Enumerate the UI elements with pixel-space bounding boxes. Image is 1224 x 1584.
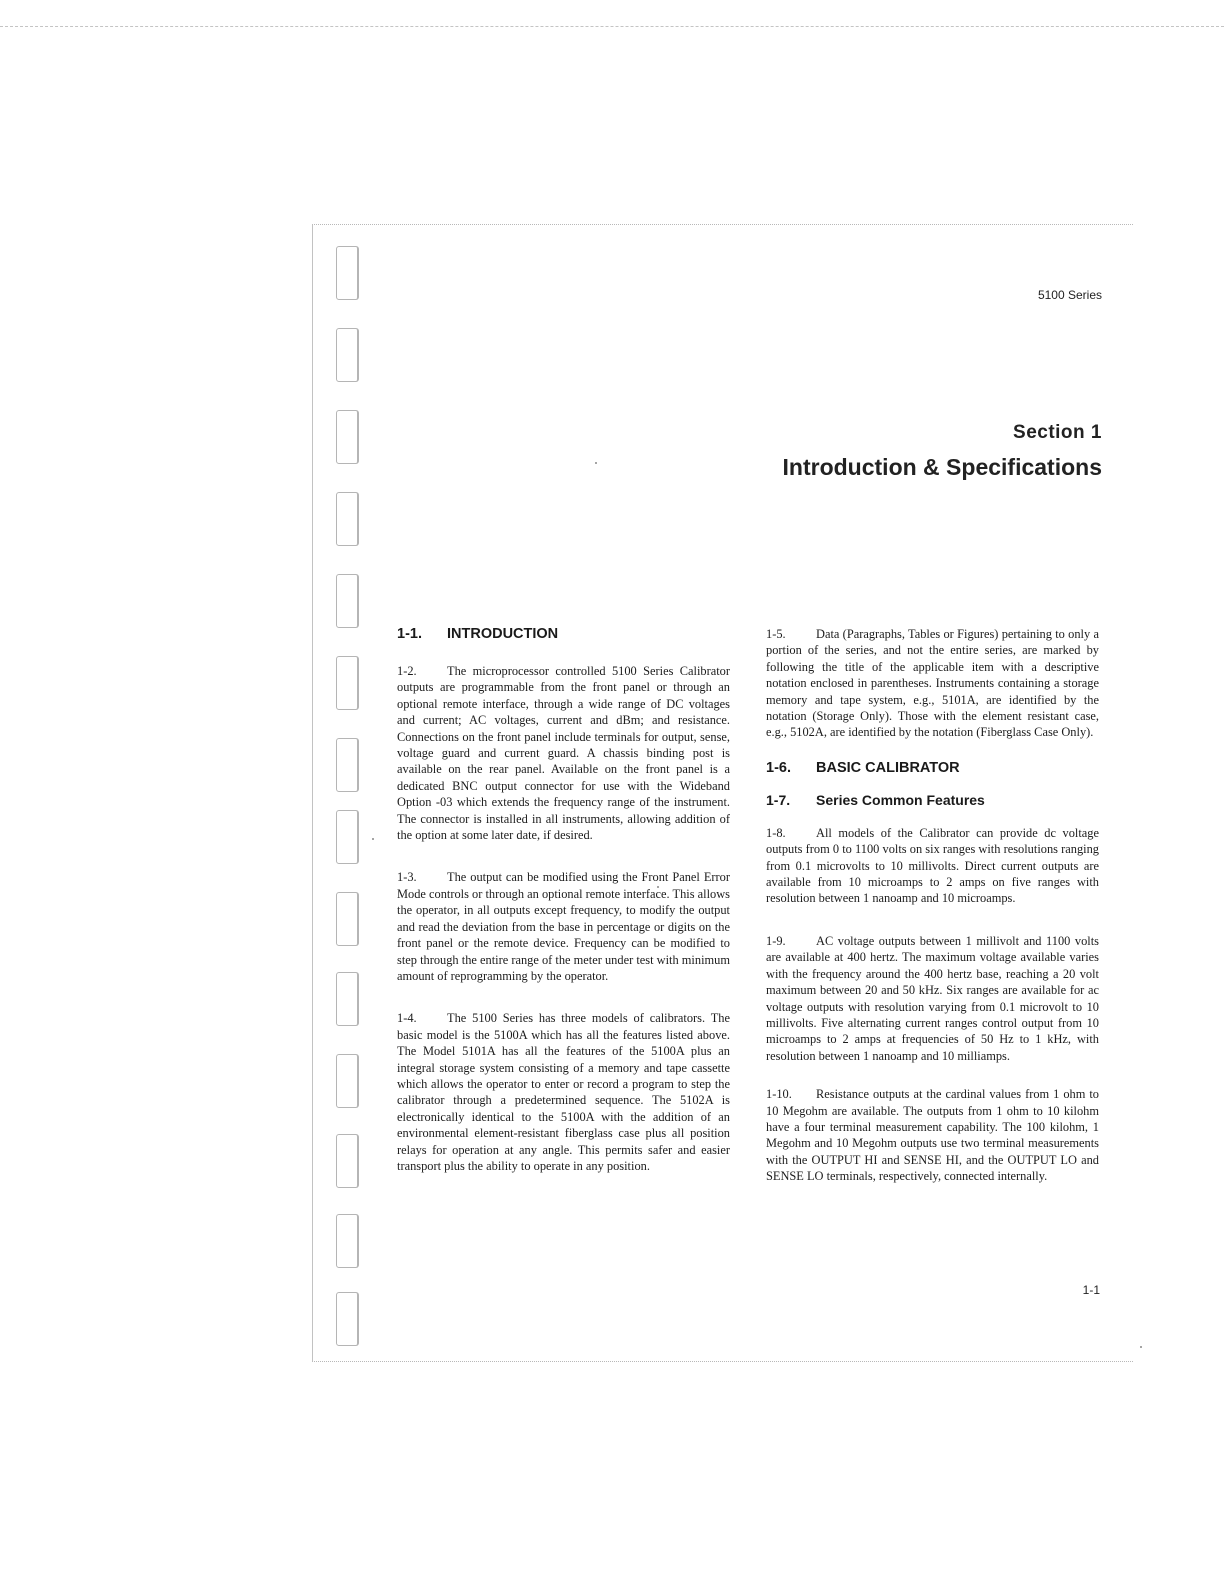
running-header: 5100 Series: [1037, 288, 1102, 302]
paragraph-text: All models of the Calibrator can provide dc voltage outputs from 0 to 1100 volts on six ranges with resolutions ranging from 0.1 microvolts to 10 millivolts. Direct current outputs are available from 10 microamps to 2 amps on five ranges with resolution between 1 nanoamp and 10 microamps.: [766, 825, 1099, 906]
binder-hole: [336, 1054, 359, 1108]
paragraph-text: The output can be modified using the Front Panel Error Mode controls or through an optional remote interface. This allows the operator, in all outputs except frequency, to modify the output and read the deviation from the base in percentage or digits on the front panel or the remote device. Frequency can be modified to step through the entire range of the meter under test with minimum amount of reprogramming by the operator.: [397, 870, 730, 983]
binder-hole: [336, 492, 359, 546]
binder-hole: [336, 328, 359, 382]
paragraph-number: 1-9.: [766, 933, 786, 948]
paragraph-1-8: [766, 825, 1099, 907]
right-column: [766, 626, 1099, 1185]
binder-hole: [336, 410, 359, 464]
section-number: Section 1: [1013, 422, 1102, 443]
binder-hole: [336, 656, 359, 710]
page-number: 1-1: [1082, 1283, 1100, 1297]
binder-holes: [336, 246, 362, 1346]
scan-top-edge: [0, 26, 1224, 27]
binder-hole: [336, 738, 359, 792]
binder-hole: [336, 246, 359, 300]
heading-number: 1-1.: [397, 626, 422, 642]
heading-introduction: [397, 626, 730, 642]
paragraph-1-2: [397, 663, 730, 843]
binder-hole: [336, 1134, 359, 1188]
paragraph-text: Data (Paragraphs, Tables or Figures) pertaining to only a portion of the series, and not the entire series, are marked by following the title of the applicable item with a descriptive notation enclosed in parentheses. Instruments containing a storage memory and tape system, e.g., 5101A, are identified by the notation (Storage Only). Those with the element resistant case, e.g., 5102A, are identified by the notation (Fiberglass Case Only).: [766, 627, 1099, 740]
heading-text: INTRODUCTION: [447, 626, 559, 642]
binder-hole: [336, 972, 359, 1026]
heading-series-common-features: [766, 792, 1099, 808]
paragraph-text: AC voltage outputs between 1 millivolt and 1100 volts are available at 400 hertz. The maximum voltage available varies with the frequency around the 400 hertz base, reaching a 20 volt maximum between 20 and 50 kHz. Six ranges are available for ac voltage outputs with resolution varying from 0.1 microvolt to 10 millivolts. Five alternating current ranges control output from 10 microamps to 2 amps at frequencies of 50 Hz to 1 kHz, with resolution between 1 nanoamp and 10 milliamps.: [766, 933, 1099, 1063]
binder-hole: [336, 810, 359, 864]
scan-speck: [595, 462, 597, 464]
paragraph-1-5: [766, 626, 1099, 741]
paragraph-1-9: [766, 933, 1099, 1064]
paragraph-number: 1-4.: [397, 1011, 417, 1026]
binder-hole: [336, 1292, 359, 1346]
heading-number: 1-6.: [766, 759, 791, 776]
scan-speck: [372, 838, 374, 840]
paragraph-number: 1-3.: [397, 870, 417, 885]
paragraph-number: 1-10.: [766, 1087, 792, 1102]
paragraph-number: 1-5.: [766, 627, 786, 641]
binder-hole: [336, 892, 359, 946]
left-column: [397, 626, 730, 1174]
paragraph-1-4: [397, 1010, 730, 1174]
paragraph-number: 1-2.: [397, 664, 417, 678]
paragraph-text: Resistance outputs at the cardinal values from 1 ohm to 10 Megohm are available. The outputs from 1 ohm to 10 kilohm have a four terminal measurement capability. The 100 kilohm, 1 Megohm and 10 Megohm outputs use two terminal measurements with the OUTPUT HI and SENSE HI, and the OUTPUT LO and SENSE LO terminals, respectively, connected internally.: [766, 1087, 1099, 1184]
binder-hole: [336, 574, 359, 628]
binder-hole: [336, 1214, 359, 1268]
paragraph-1-3: [397, 869, 730, 984]
scan-speck: [1140, 1346, 1142, 1348]
paragraph-text: The microprocessor controlled 5100 Series Calibrator outputs are programmable from the front panel or through an optional remote interface, through a wide range of DC voltages and current; AC voltages, current and dBm; and resistance. Connections on the front panel include terminals for output, sense, voltage guard and current guard. A chassis binding post is available on the rear panel. Available on the front panel is a dedicated BNC output connector for use with the Wideband Option -03 which extends the frequency range of the instrument. The connector is installed in all instruments, allowing addition of the option at some later date, if desired.: [397, 664, 730, 843]
heading-basic-calibrator: [766, 760, 1099, 776]
heading-text: Series Common Features: [816, 791, 985, 808]
paragraph-text: The 5100 Series has three models of calibrators. The basic model is the 5100A which has all the features listed above. The Model 5101A has all the features of the 5100A plus an integral storage system consisting of a memory and tape cassette which allows the operator to enter or record a program to step the calibrator through a predetermined sequence. The 5102A is electronically identical to the 5100A with the addition of an environmental element-resistant fiberglass case plus all position relays for operation at any angle. This permits safer and easier transport plus the ability to operate in any position.: [397, 1011, 730, 1173]
heading-text: BASIC CALIBRATOR: [816, 759, 960, 776]
heading-number: 1-7.: [766, 791, 791, 808]
paragraph-1-10: [766, 1086, 1099, 1184]
section-title: Introduction & Specifications: [782, 454, 1102, 480]
paragraph-number: 1-8.: [766, 825, 786, 840]
